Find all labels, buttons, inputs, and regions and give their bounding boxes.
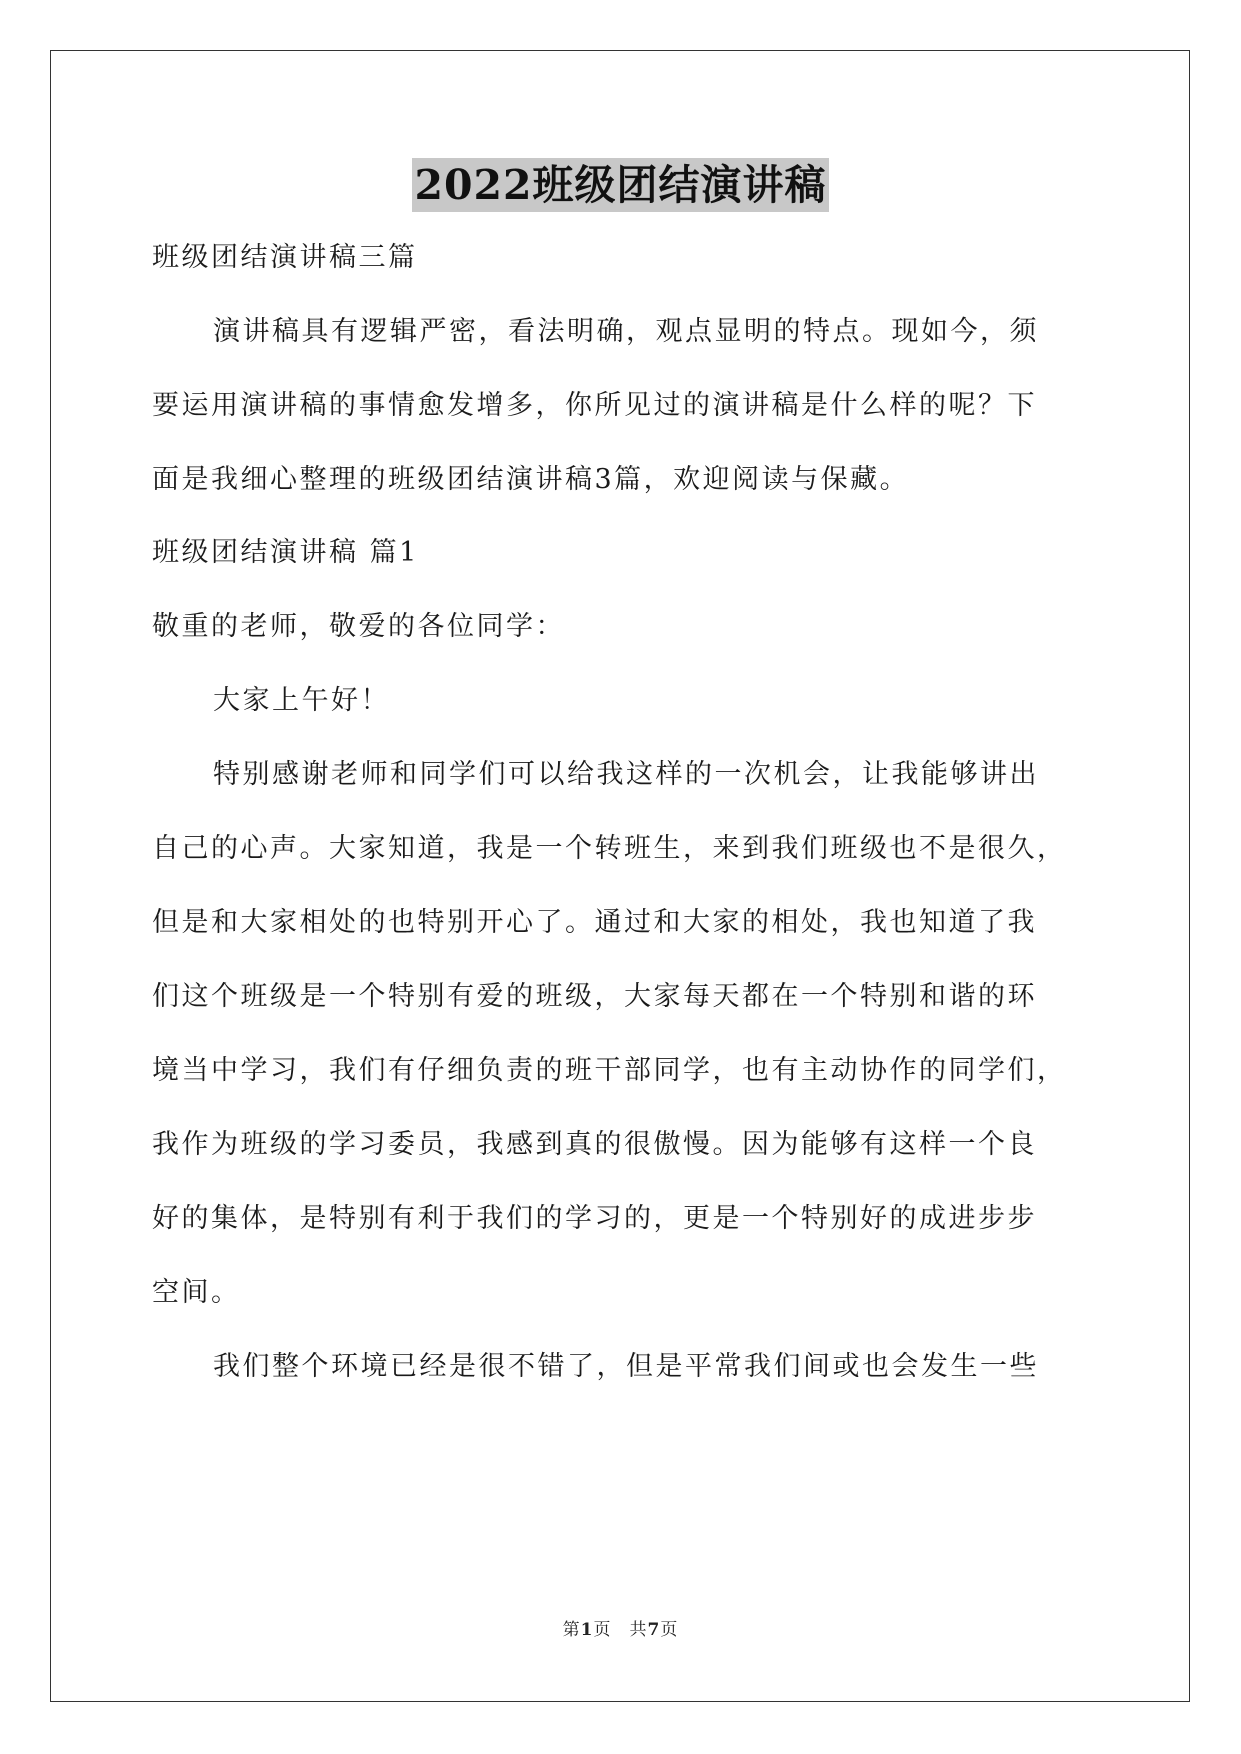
current-page-number: 1 — [580, 1620, 594, 1640]
footer-middle: 页 共 — [593, 1620, 648, 1640]
total-page-count: 7 — [647, 1620, 661, 1640]
section-heading: 班级团结演讲稿 篇1 — [152, 537, 419, 568]
greeting: 大家上午好！ — [213, 685, 390, 716]
paragraph-1-line-1: 特别感谢老师和同学们可以给我这样的一次机会，让我能够讲出 — [213, 759, 1039, 790]
page-footer — [0, 1615, 1241, 1640]
paragraph-1-line-3: 但是和大家相处的也特别开心了。通过和大家的相处，我也知道了我 — [152, 907, 1037, 938]
footer-prefix: 第 — [562, 1620, 581, 1640]
subtitle: 班级团结演讲稿三篇 — [152, 242, 418, 273]
page-border — [50, 50, 1190, 1702]
paragraph-2-line-1: 我们整个环境已经是很不错了，但是平常我们间或也会发生一些 — [213, 1351, 1039, 1382]
document-title: 2022班级团结演讲稿 — [412, 158, 828, 212]
paragraph-1-line-8: 空间。 — [152, 1277, 241, 1308]
footer-suffix: 页 — [660, 1620, 679, 1640]
salutation: 敬重的老师，敬爱的各位同学： — [152, 611, 565, 642]
paragraph-1-line-4: 们这个班级是一个特别有爱的班级，大家每天都在一个特别和谐的环 — [152, 981, 1037, 1012]
paragraph-1-line-5: 境当中学习，我们有仔细负责的班干部同学，也有主动协作的同学们， — [152, 1055, 1067, 1086]
intro-line-1: 演讲稿具有逻辑严密，看法明确，观点显明的特点。现如今，须 — [213, 316, 1039, 347]
title-container — [0, 158, 1241, 212]
intro-line-3: 面是我细心整理的班级团结演讲稿3篇，欢迎阅读与保藏。 — [152, 464, 910, 495]
paragraph-1-line-2: 自己的心声。大家知道，我是一个转班生，来到我们班级也不是很久， — [152, 833, 1067, 864]
paragraph-1-line-6: 我作为班级的学习委员，我感到真的很傲慢。因为能够有这样一个良 — [152, 1129, 1037, 1160]
paragraph-1-line-7: 好的集体，是特别有利于我们的学习的，更是一个特别好的成进步步 — [152, 1203, 1037, 1234]
intro-line-2: 要运用演讲稿的事情愈发增多，你所见过的演讲稿是什么样的呢？下 — [152, 390, 1037, 421]
